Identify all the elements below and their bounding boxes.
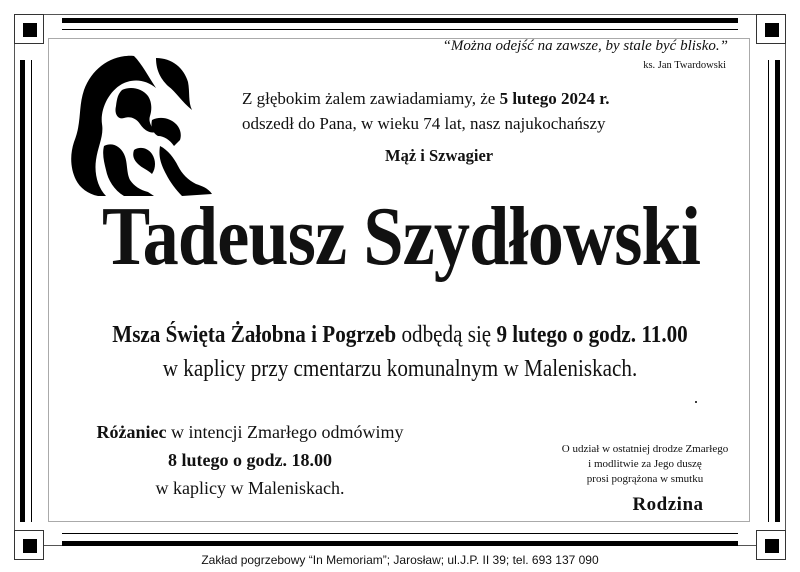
family-note-line-3: prosi pogrążona w smutku (586, 473, 704, 485)
deceased-name: Tadeusz Szydłowski (101, 190, 701, 283)
family-note (540, 442, 750, 487)
announcement-line-2: odszedł do Pana, w wieku 74 lat, nasz najukochańszy (242, 114, 606, 133)
top-thin-rule (62, 29, 738, 30)
stray-dot (695, 401, 697, 403)
funeral-info (85, 318, 715, 386)
corner-top-right (756, 14, 786, 44)
quote-author: ks. Jan Twardowski (643, 60, 726, 71)
rosary-line-1-rest: w intencji Zmarłego odmówimy (166, 422, 404, 442)
left-thick-rule (20, 60, 25, 522)
family-note-line-2: i modlitwie za Jego duszę (588, 458, 702, 470)
footer-funeral-home: Zakład pogrzebowy “In Memoriam”; Jarosław; ul.J.P. II 39; tel. 693 137 090 (201, 553, 599, 567)
rosary-line-1 (60, 418, 440, 446)
family-note-line-1: O udział w ostatniej drodze Zmarłego (561, 443, 729, 455)
rosary-datetime: 8 lutego o godz. 18.00 (168, 450, 332, 470)
corner-top-left (14, 14, 44, 44)
funeral-verb: odbędą się (396, 322, 497, 348)
right-thin-rule (768, 60, 769, 522)
funeral-datetime: 9 lutego o godz. 11.00 (496, 322, 688, 348)
announcement-line-1 (242, 86, 609, 111)
signature: Rodzina (632, 494, 704, 515)
quote-text: “Można odejść na zawsze, by stale być blisko.” (442, 38, 728, 54)
grieving-figure-icon (64, 50, 214, 198)
announcement (242, 86, 609, 136)
rosary-place: w kaplicy w Maleniskach. (155, 478, 345, 498)
right-thick-rule (775, 60, 780, 522)
death-date: 5 lutego 2024 r. (499, 89, 610, 108)
rosary-label: Różaniec (96, 422, 167, 442)
top-thick-rule (62, 18, 738, 23)
left-thin-rule (31, 60, 32, 522)
funeral-place: w kaplicy przy cmentarzu komunalnym w Maleniskach. (162, 356, 638, 382)
funeral-line-1 (85, 318, 715, 352)
bottom-thick-rule (62, 541, 738, 546)
relationship-role: Mąż i Szwagier (385, 146, 494, 165)
rosary-info (60, 418, 440, 502)
bottom-thin-rule (62, 533, 738, 534)
announcement-prefix: Z głębokim żalem zawiadamiamy, że (242, 89, 500, 108)
funeral-event-label: Msza Święta Żałobna i Pogrzeb (112, 322, 397, 348)
